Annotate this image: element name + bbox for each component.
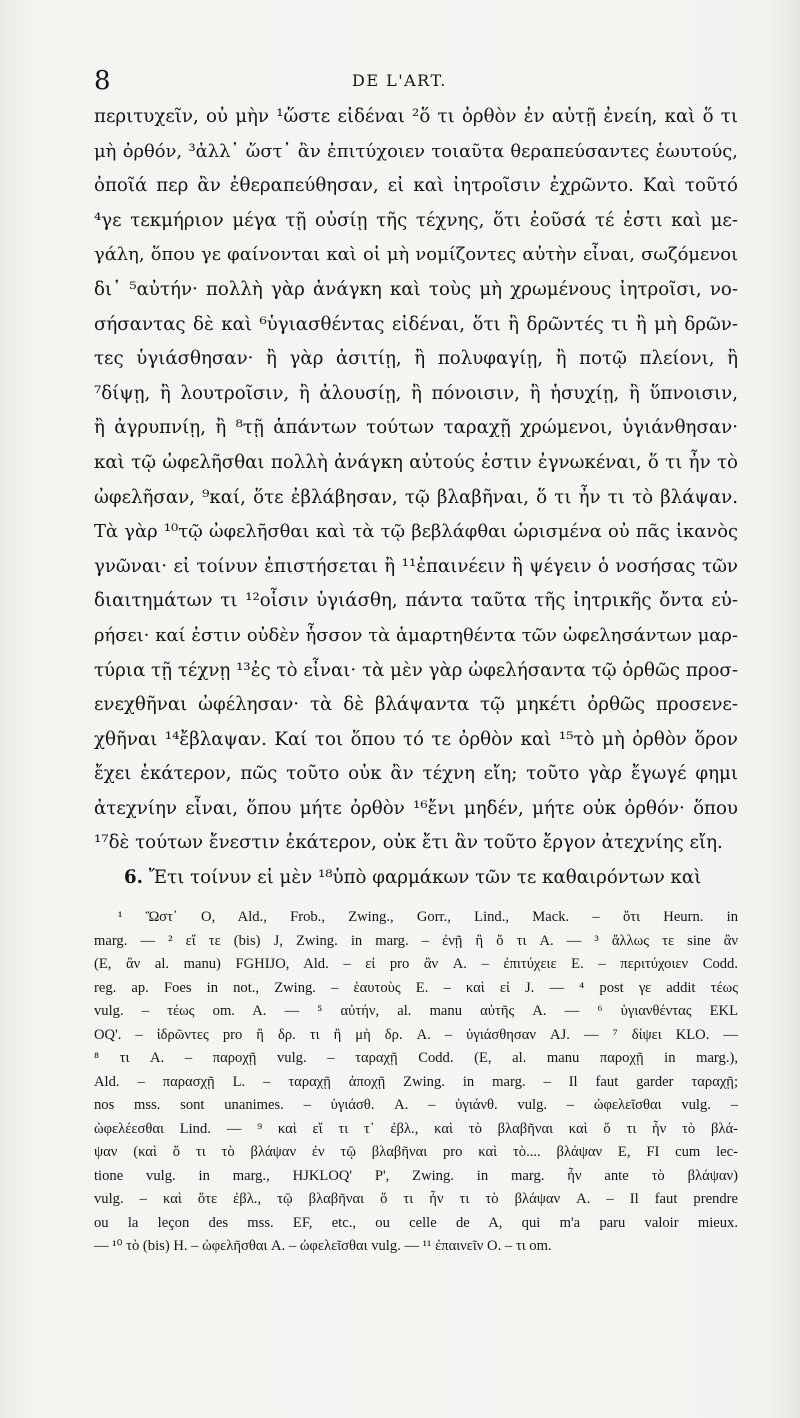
text-line: ⁷δίψῃ, ἢ λουτροῖσιν, ἢ ἀλουσίῃ, ἢ πόνοισιν, ἢ ἡσυχίῃ, ἢ ὕπνοισιν,: [94, 382, 738, 404]
text-line: ρήσει· καί ἐστιν οὐδὲν ἧσσον τὰ ἁμαρτηθέντα τῶν ὠφελησάντων μαρ-: [94, 624, 738, 646]
footnote-line: — ¹⁰ τὸ (bis) H. – ὠφελῆσθαι A. – ὠφελεῖσθαι vulg. — ¹¹ ἐπαινεῖν O. – τι om.: [94, 1238, 552, 1254]
text-line: τύρια τῇ τέχνῃ ¹³ἐς τὸ εἶναι· τὰ μὲν γὰρ ὠφελήσαντα τῷ ὀρθῶς προσ-: [94, 659, 738, 681]
text-line: καὶ τῷ ὠφελῆσθαι πολλὴ ἀνάγκη αὐτούς ἐστιν ἐγνωκέναι, ὅ τι ἦν τὸ: [94, 451, 738, 473]
text-line: ὁποῖά περ ἂν ἐθεραπεύθησαν, εἰ καὶ ἰητροῖσιν ἐχρῶντο. Καὶ τοῦτό: [94, 175, 738, 197]
text-line: ἢ ἀγρυπνίῃ, ἢ ⁸τῇ ἁπάντων τούτων ταραχῇ χρώμενοι, ὑγιάνθησαν·: [94, 417, 738, 439]
text-line: γάλη, ὅπου γε φαίνονται καὶ οἱ μὴ νομίζοντες αὐτὴν εἶναι, σωζόμενοι: [94, 244, 738, 266]
text-line: ὠφελῆσαν, ⁹καί, ὅτε ἐβλάβησαν, τῷ βλαβῆναι, ὅ τι ἦν τι τὸ βλάψαν.: [94, 486, 738, 508]
footnote-line: (E, ἂν al. manu) FGHIJO, Ald. – εἰ pro ἂν A. – ἐπιτύχειε E. – περιτύχοιεν Codd.: [94, 956, 738, 972]
footnote-line: vulg. – τέως om. A. — ⁵ αὐτήν, al. manu αὐτῆς A. — ⁶ ὑγιανθέντας EKL: [94, 1003, 738, 1019]
section-number: 6.: [124, 867, 143, 889]
section-first-line-text: Ἔτι τοίνυν εἰ μὲν ¹⁸ὑπὸ φαρμάκων τῶν τε καθαιρόντων καὶ: [148, 867, 702, 889]
running-title: DE L'ART.: [352, 71, 447, 90]
footnote-line: Ald. – παρασχῇ L. – ταραχῇ ἀποχῇ Zwing. in marg. – Il faut garder ταραχῇ;: [94, 1073, 738, 1090]
text-line: ἀτεχνίην εἶναι, ὅπου μήτε ὀρθὸν ¹⁶ἔνι μηδέν, μήτε οὐκ ὀρθόν· ὅπου: [94, 797, 738, 819]
text-line: σήσαντας δὲ καὶ ⁶ὑγιασθέντας εἰδέναι, ὅτι ἢ δρῶντές τι ἢ μὴ δρῶν-: [94, 313, 738, 335]
text-line: Τὰ γὰρ ¹⁰τῷ ὠφελῆσθαι καὶ τὰ τῷ βεβλάφθαι ὡρισμένα οὐ πᾶς ἱκανὸς: [94, 521, 738, 543]
page-number: 8: [94, 66, 111, 96]
page-header: [94, 66, 736, 96]
section-start-line: [94, 861, 738, 896]
text-line: ⁴γε τεκμήριον μέγα τῇ οὐσίῃ τῆς τέχνης, ὅτι ἐοῦσά τέ ἐστι καὶ με-: [94, 209, 738, 231]
text-line: ενεχθῆναι ὠφέλησαν· τὰ δὲ βλάψαντα τῷ μηκέτι ὀρθῶς προσενε-: [94, 694, 738, 716]
footnote-line: reg. ap. Foes in not., Zwing. – ἑαυτοὺς E. – καὶ εἰ J. — ⁴ post γε addit τέως: [94, 979, 738, 996]
main-text: [94, 100, 738, 896]
text-line: ¹⁷δὲ τούτων ἔνεστιν ἑκάτερον, οὐκ ἔτι ἂν τοῦτο ἔργον ἀτεχνίης εἴη.: [94, 832, 723, 854]
text-line: διαιτημάτων τι ¹²οἷσιν ὑγιάσθη, πάντα ταῦτα τῆς ἰητρικῆς ὄντα εὑ-: [94, 590, 738, 612]
text-line: περιτυχεῖν, οὐ μὴν ¹ὥστε εἰδέναι ²ὅ τι ὀρθὸν ἐν αὐτῇ ἐνείη, καὶ ὅ τι: [94, 106, 738, 127]
footnote-line: ¹ Ὥστ᾽ O, Ald., Frob., Zwing., Gorr., Lind., Mack. – ὅτι Heurn. in: [118, 909, 738, 925]
footnote-line: ὠφελέεσθαι Lind. — ⁹ καὶ εἴ τι τ᾽ ἐβλ., καὶ τὸ βλαβῆναι καὶ ὅ τι ἦν τὸ βλά-: [94, 1120, 738, 1137]
footnote-line: ou la leçon des mss. EF, etc., ou celle de A, qui m'a paru valoir mieux.: [94, 1214, 738, 1231]
footnote-line: marg. — ² εἴ τε (bis) J, Zwing. in marg. – ἐνῇ ἢ ὅ τι A. — ³ ἄλλως τε sine ἂν: [94, 932, 738, 949]
text-line: ἔχει ἑκάτερον, πῶς τοῦτο οὐκ ἂν τέχνη εἴη; τοῦτο γὰρ ἔγωγέ φημι: [94, 763, 738, 785]
footnote-line: nos mss. sont unanimes. – ὑγιάσθ. A. – ὑγιάνθ. vulg. – ὠφελεῖσθαι vulg. –: [94, 1097, 738, 1113]
footnote-line: tione vulg. in marg., HJKLOQ' P', Zwing. in marg. ἦν ante τὸ βλάψαν): [94, 1167, 738, 1184]
text-line: τες ὑγιάσθησαν· ἢ γὰρ ἀσιτίῃ, ἢ πολυφαγίῃ, ἢ ποτῷ πλείονι, ἢ: [94, 348, 738, 370]
text-line: χθῆναι ¹⁴ἔβλαψαν. Καί τοι ὅπου τό τε ὀρθὸν καὶ ¹⁵τὸ μὴ ὀρθὸν ὅρον: [94, 728, 738, 750]
text-line: δι᾽ ⁵αὐτήν· πολλὴ γὰρ ἀνάγκη καὶ τοὺς μὴ χρωμένους ἰητροῖσι, νο-: [94, 278, 738, 300]
footnotes: [94, 906, 738, 1259]
text-line: μὴ ὀρθόν, ³ἀλλ᾽ ὥστ᾽ ἂν ἐπιτύχοιεν τοιαῦτα θεραπεύσαντες ἑωυτούς,: [94, 140, 738, 162]
footnote-line: vulg. – καὶ ὅτε ἐβλ., τῷ βλαβῆναι ὅ τι ἦν τι τὸ βλάψαν A. – Il faut prendre: [94, 1191, 738, 1207]
footnote-line: ψαν (καὶ ὅ τι τὸ βλάψαν ἐν τῷ βλαβῆναι pro καὶ τὸ.... βλάψαν E, FI cum lec-: [94, 1144, 738, 1160]
text-line: γνῶναι· εἰ τοίνυν ἐπιστήσεται ἢ ¹¹ἐπαινέειν ἢ ψέγειν ὁ νοσήσας τῶν: [94, 555, 738, 577]
footnote-line: ⁸ τι A. – παροχῇ vulg. – ταραχῇ Codd. (E, al. manu παροχῇ in marg.),: [94, 1050, 738, 1066]
footnote-line: OQ'. – ἱδρῶντες pro ἢ δρ. τι ἢ μὴ δρ. A. – ὑγιάσθησαν AJ. — ⁷ δίψει KLO. —: [94, 1026, 738, 1043]
